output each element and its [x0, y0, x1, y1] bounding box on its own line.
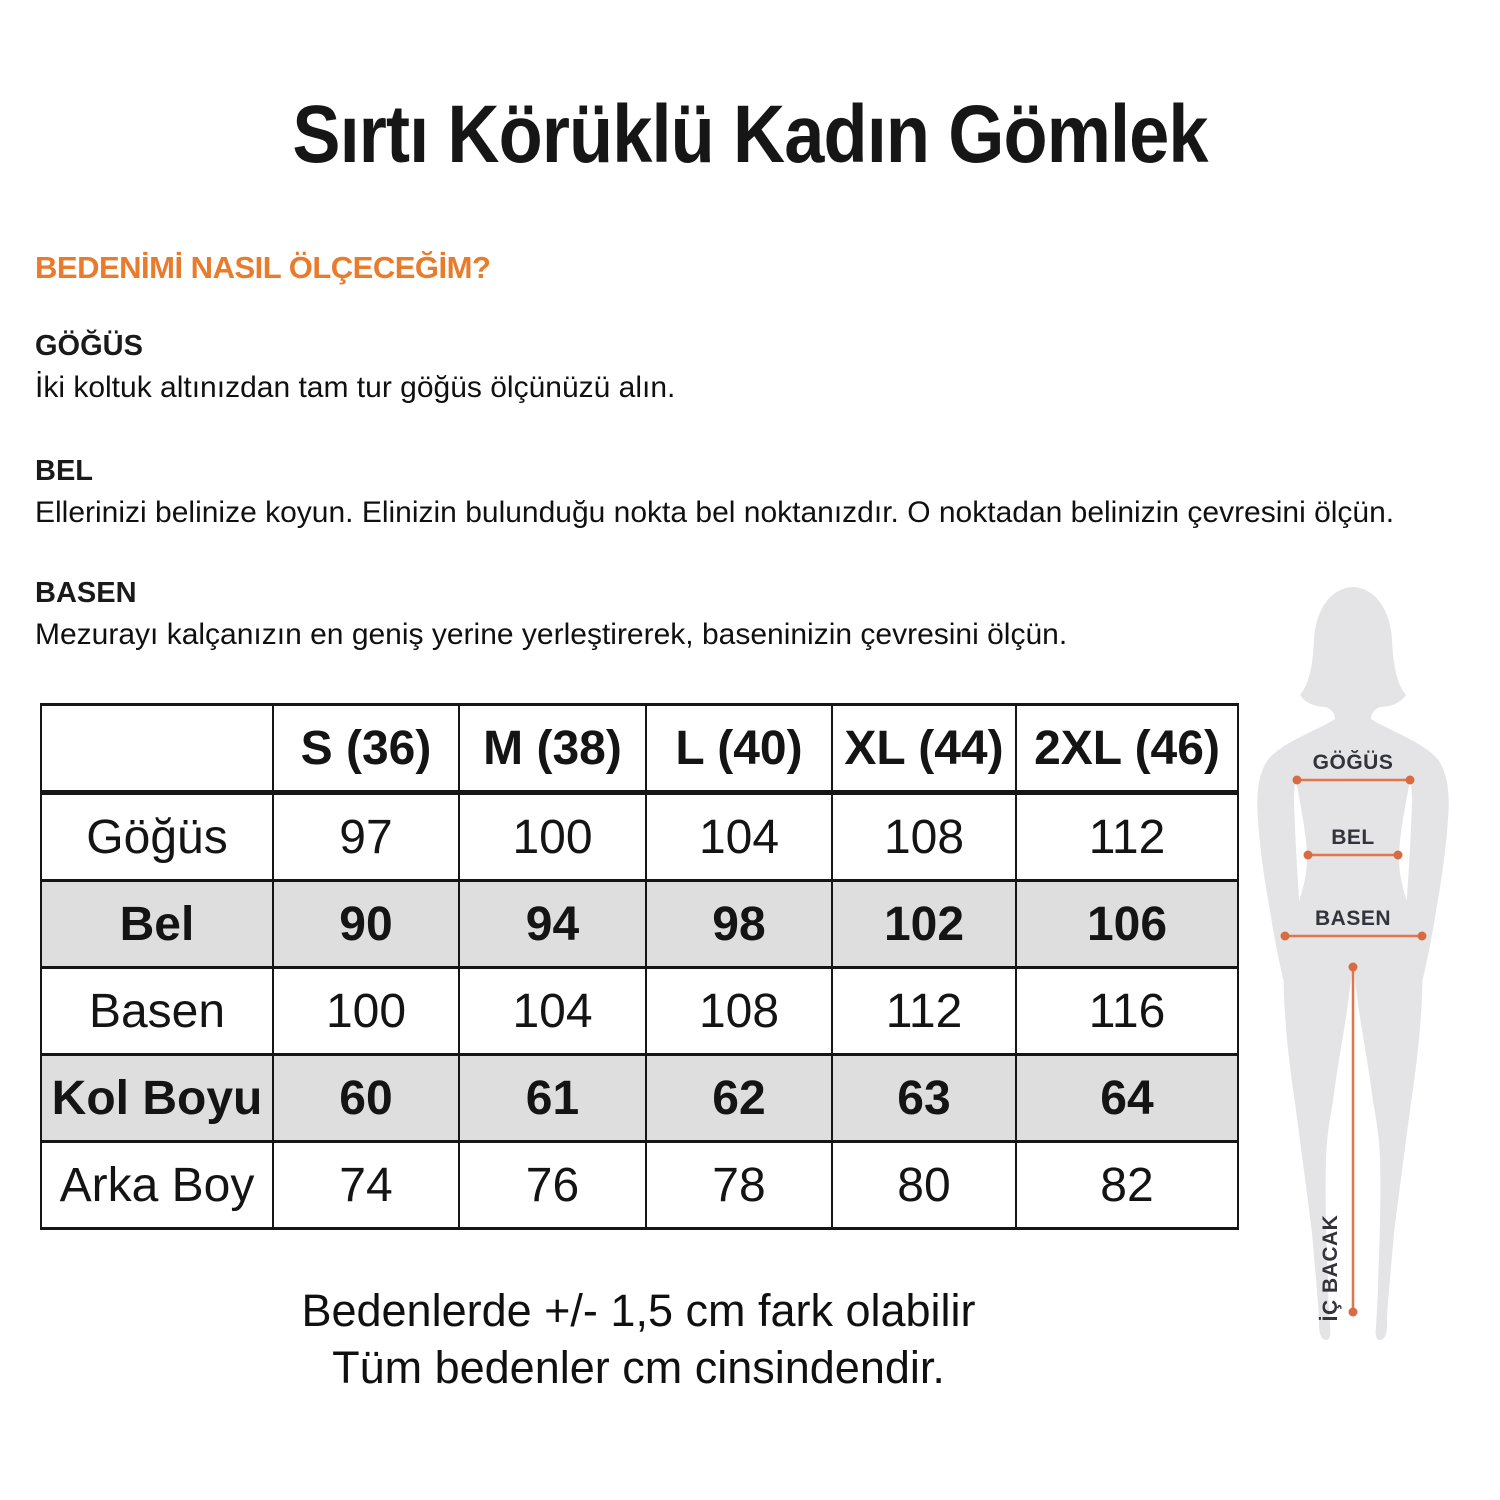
note-tolerance: Bedenlerde +/- 1,5 cm fark olabilir	[301, 1285, 976, 1336]
section-desc-hip: Mezurayı kalçanızın en geniş yerine yerleştirerek, baseninizin çevresini ölçün.	[35, 618, 1068, 651]
cell-value: 112	[832, 968, 1016, 1055]
note-unit: Tüm bedenler cm cinsindendir.	[332, 1342, 945, 1393]
measure-dot	[1418, 932, 1427, 941]
cell-value: 76	[459, 1142, 646, 1229]
table-row-waist	[41, 881, 1238, 968]
cell-value: 97	[273, 793, 459, 881]
measure-dot	[1406, 776, 1415, 785]
cell-value: 104	[646, 793, 832, 881]
measure-dot	[1349, 1308, 1358, 1317]
section-label-waist: BEL	[35, 455, 93, 487]
cell-value: 64	[1016, 1055, 1238, 1142]
section-desc-chest: İki koltuk altınızdan tam tur göğüs ölçünüzü alın.	[35, 371, 676, 404]
table-row-sleeve-length	[41, 1055, 1238, 1142]
row-label: Göğüs	[41, 793, 273, 881]
cell-value: 61	[459, 1055, 646, 1142]
cell-value: 74	[273, 1142, 459, 1229]
cell-value: 116	[1016, 968, 1238, 1055]
size-column-l: L (40)	[646, 705, 832, 793]
cell-value: 94	[459, 881, 646, 968]
cell-value: 104	[459, 968, 646, 1055]
size-column-xl: XL (44)	[832, 705, 1016, 793]
cell-value: 102	[832, 881, 1016, 968]
page-title: Sırtı Körüklü Kadın Gömlek	[292, 89, 1208, 180]
cell-value: 63	[832, 1055, 1016, 1142]
measure-dot	[1304, 851, 1313, 860]
row-label: Kol Boyu	[41, 1055, 273, 1142]
cell-value: 100	[459, 793, 646, 881]
cell-value: 82	[1016, 1142, 1238, 1229]
size-table	[40, 703, 1239, 1230]
cell-value: 78	[646, 1142, 832, 1229]
row-label: Arka Boy	[41, 1142, 273, 1229]
size-column-m: M (38)	[459, 705, 646, 793]
cell-value: 108	[646, 968, 832, 1055]
cell-value: 100	[273, 968, 459, 1055]
cell-value: 60	[273, 1055, 459, 1142]
body-silhouette-illustration	[1230, 583, 1476, 1343]
size-notes	[40, 1282, 1237, 1396]
size-column-s: S (36)	[273, 705, 459, 793]
measure-dot	[1281, 932, 1290, 941]
figure-label-chest: GÖĞÜS	[1312, 751, 1394, 774]
cell-value: 106	[1016, 881, 1238, 968]
size-table-corner-cell	[41, 705, 273, 793]
cell-value: 112	[1016, 793, 1238, 881]
row-label: Basen	[41, 968, 273, 1055]
cell-value: 80	[832, 1142, 1016, 1229]
cell-value: 62	[646, 1055, 832, 1142]
table-row-chest	[41, 793, 1238, 881]
cell-value: 108	[832, 793, 1016, 881]
table-row-hip	[41, 968, 1238, 1055]
how-to-measure-heading: BEDENİMİ NASIL ÖLÇECEĞİM?	[35, 250, 491, 285]
measure-dot	[1293, 776, 1302, 785]
figure-label-hip: BASEN	[1314, 907, 1392, 930]
section-label-hip: BASEN	[35, 577, 137, 609]
cell-value: 90	[273, 881, 459, 968]
size-table-header-row	[41, 705, 1238, 793]
row-label: Bel	[41, 881, 273, 968]
measure-dot	[1394, 851, 1403, 860]
section-desc-waist: Ellerinizi belinize koyun. Elinizin bulunduğu nokta bel noktanızdır. O noktadan belinizin çevresini ölçün.	[35, 496, 1395, 529]
section-label-chest: GÖĞÜS	[35, 330, 143, 362]
figure-label-waist: BEL	[1331, 826, 1375, 849]
measure-dot	[1349, 963, 1358, 972]
measurement-figure	[1230, 583, 1476, 1343]
figure-label-inner-leg: İÇ BACAK	[1319, 1214, 1342, 1322]
cell-value: 98	[646, 881, 832, 968]
size-column-2xl: 2XL (46)	[1016, 705, 1238, 793]
table-row-back-length	[41, 1142, 1238, 1229]
